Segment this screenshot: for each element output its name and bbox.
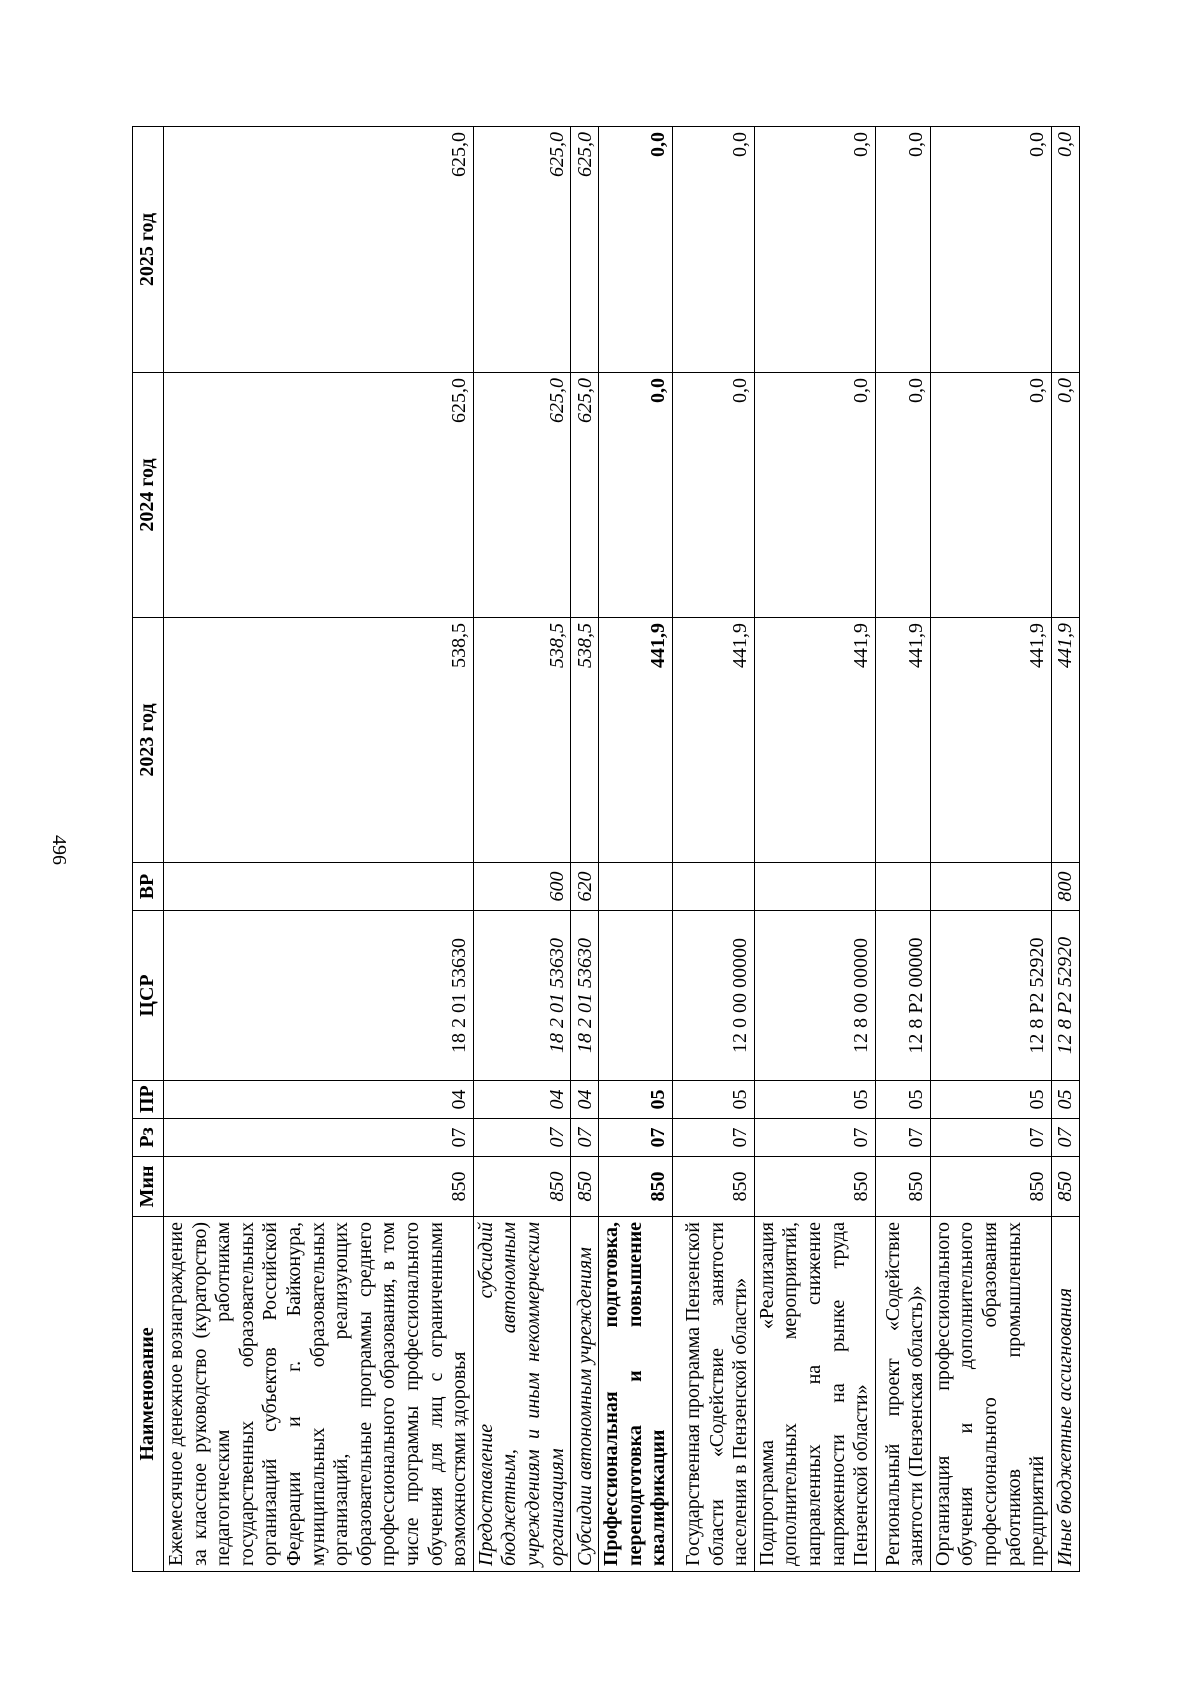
- row-name: Ежемесячное денежное вознаграждение за классное руководство (кураторство) педагогическим работникам государственных образовательных организаций субъектов Российской Федерации и г. Байконура, муниципальных образовательных организаций, реализующих образовательные программы среднего профессионального образования, в том числе программы профессионального обучения для лиц с ограниченными возможностями здоровья: [164, 1217, 474, 1572]
- row-min: 850: [571, 1157, 599, 1217]
- table-row: [875, 127, 930, 1572]
- row-rz: 07: [164, 1119, 474, 1157]
- row-rz: 07: [672, 1119, 754, 1157]
- row-2025: 625,0: [571, 127, 599, 373]
- header-2024: 2024 год: [133, 373, 164, 618]
- row-csr: 12 8 Р2 00000: [875, 911, 930, 1081]
- row-2024: 625,0: [473, 373, 570, 618]
- row-min: 850: [164, 1157, 474, 1217]
- table-row: [672, 127, 754, 1572]
- row-name: Профессиональная подготовка, переподготовка и повышение квалификации: [599, 1217, 673, 1572]
- row-2023: 441,9: [599, 618, 673, 863]
- row-min: 850: [875, 1157, 930, 1217]
- table-row: [599, 127, 673, 1572]
- header-name: Наименование: [133, 1217, 164, 1572]
- row-vr: [672, 863, 754, 911]
- row-vr: 800: [1051, 863, 1079, 911]
- row-2025: 625,0: [164, 127, 474, 373]
- row-2023: 538,5: [164, 618, 474, 863]
- budget-table: [132, 126, 1080, 1572]
- row-csr: 12 8 Р2 52920: [930, 911, 1051, 1081]
- row-rz: 07: [875, 1119, 930, 1157]
- row-name: Государственная программа Пензенской области «Содействие занятости населения в Пензенской области»: [672, 1217, 754, 1572]
- row-2024: 0,0: [1051, 373, 1079, 618]
- row-vr: 600: [473, 863, 570, 911]
- row-2024: 625,0: [164, 373, 474, 618]
- row-pr: 05: [672, 1081, 754, 1119]
- row-2024: 0,0: [754, 373, 875, 618]
- row-csr: 12 0 00 00000: [672, 911, 754, 1081]
- row-csr: 18 2 01 53630: [571, 911, 599, 1081]
- header-csr: ЦСР: [133, 911, 164, 1081]
- row-rz: 07: [599, 1119, 673, 1157]
- row-pr: 05: [875, 1081, 930, 1119]
- row-pr: 04: [164, 1081, 474, 1119]
- row-name: Подпрограмма «Реализация дополнительных мероприятий, направленных на снижение напряженности на рынке труда Пензенской области»: [754, 1217, 875, 1572]
- row-rz: 07: [930, 1119, 1051, 1157]
- row-min: 850: [1051, 1157, 1079, 1217]
- table-header-row: [133, 127, 164, 1572]
- row-name: Региональный проект «Содействие занятости (Пензенская область)»: [875, 1217, 930, 1572]
- row-min: 850: [930, 1157, 1051, 1217]
- row-2025: 0,0: [930, 127, 1051, 373]
- table-row: [754, 127, 875, 1572]
- header-2023: 2023 год: [133, 618, 164, 863]
- header-rz: Рз: [133, 1119, 164, 1157]
- row-pr: 05: [599, 1081, 673, 1119]
- row-pr: 04: [571, 1081, 599, 1119]
- row-csr: [599, 911, 673, 1081]
- table-row: [1051, 127, 1079, 1572]
- header-2025: 2025 год: [133, 127, 164, 373]
- row-rz: 07: [473, 1119, 570, 1157]
- row-2025: 0,0: [754, 127, 875, 373]
- row-2024: 0,0: [672, 373, 754, 618]
- row-rz: 07: [754, 1119, 875, 1157]
- row-name: Предоставление субсидий бюджетным, автономным учреждениям и иным некоммерческим организациям: [473, 1217, 570, 1572]
- row-2023: 441,9: [754, 618, 875, 863]
- row-pr: 04: [473, 1081, 570, 1119]
- row-rz: 07: [1051, 1119, 1079, 1157]
- row-vr: [599, 863, 673, 911]
- row-2025: 0,0: [599, 127, 673, 373]
- row-2023: 538,5: [571, 618, 599, 863]
- rotated-table-container: [132, 127, 1077, 1572]
- row-name: Иные бюджетные ассигнования: [1051, 1217, 1079, 1572]
- row-vr: [164, 863, 474, 911]
- row-csr: 18 2 01 53630: [164, 911, 474, 1081]
- row-min: 850: [672, 1157, 754, 1217]
- row-vr: [930, 863, 1051, 911]
- row-name: Организация профессионального обучения и дополнительного профессионального образования работников промышленных предприятий: [930, 1217, 1051, 1572]
- row-2024: 0,0: [875, 373, 930, 618]
- row-2024: 0,0: [930, 373, 1051, 618]
- row-2023: 538,5: [473, 618, 570, 863]
- row-2024: 0,0: [599, 373, 673, 618]
- row-rz: 07: [571, 1119, 599, 1157]
- header-min: Мин: [133, 1157, 164, 1217]
- header-pr: ПР: [133, 1081, 164, 1119]
- row-vr: [754, 863, 875, 911]
- row-2023: 441,9: [1051, 618, 1079, 863]
- row-2025: 625,0: [473, 127, 570, 373]
- row-2023: 441,9: [875, 618, 930, 863]
- row-min: 850: [754, 1157, 875, 1217]
- table-row: [930, 127, 1051, 1572]
- row-min: 850: [473, 1157, 570, 1217]
- row-2025: 0,0: [1051, 127, 1079, 373]
- row-csr: 12 8 Р2 52920: [1051, 911, 1079, 1081]
- row-vr: [875, 863, 930, 911]
- row-pr: 05: [1051, 1081, 1079, 1119]
- row-min: 850: [599, 1157, 673, 1217]
- row-csr: 12 8 00 00000: [754, 911, 875, 1081]
- row-2023: 441,9: [672, 618, 754, 863]
- row-pr: 05: [930, 1081, 1051, 1119]
- table-row: [473, 127, 570, 1572]
- table-row: [571, 127, 599, 1572]
- row-2023: 441,9: [930, 618, 1051, 863]
- row-2025: 0,0: [672, 127, 754, 373]
- row-2024: 625,0: [571, 373, 599, 618]
- row-vr: 620: [571, 863, 599, 911]
- row-pr: 05: [754, 1081, 875, 1119]
- page-number: 496: [48, 835, 70, 865]
- header-vr: ВР: [133, 863, 164, 911]
- row-2025: 0,0: [875, 127, 930, 373]
- table-row: [164, 127, 474, 1572]
- row-csr: 18 2 01 53630: [473, 911, 570, 1081]
- row-name: Субсидии автономным учреждениям: [571, 1217, 599, 1572]
